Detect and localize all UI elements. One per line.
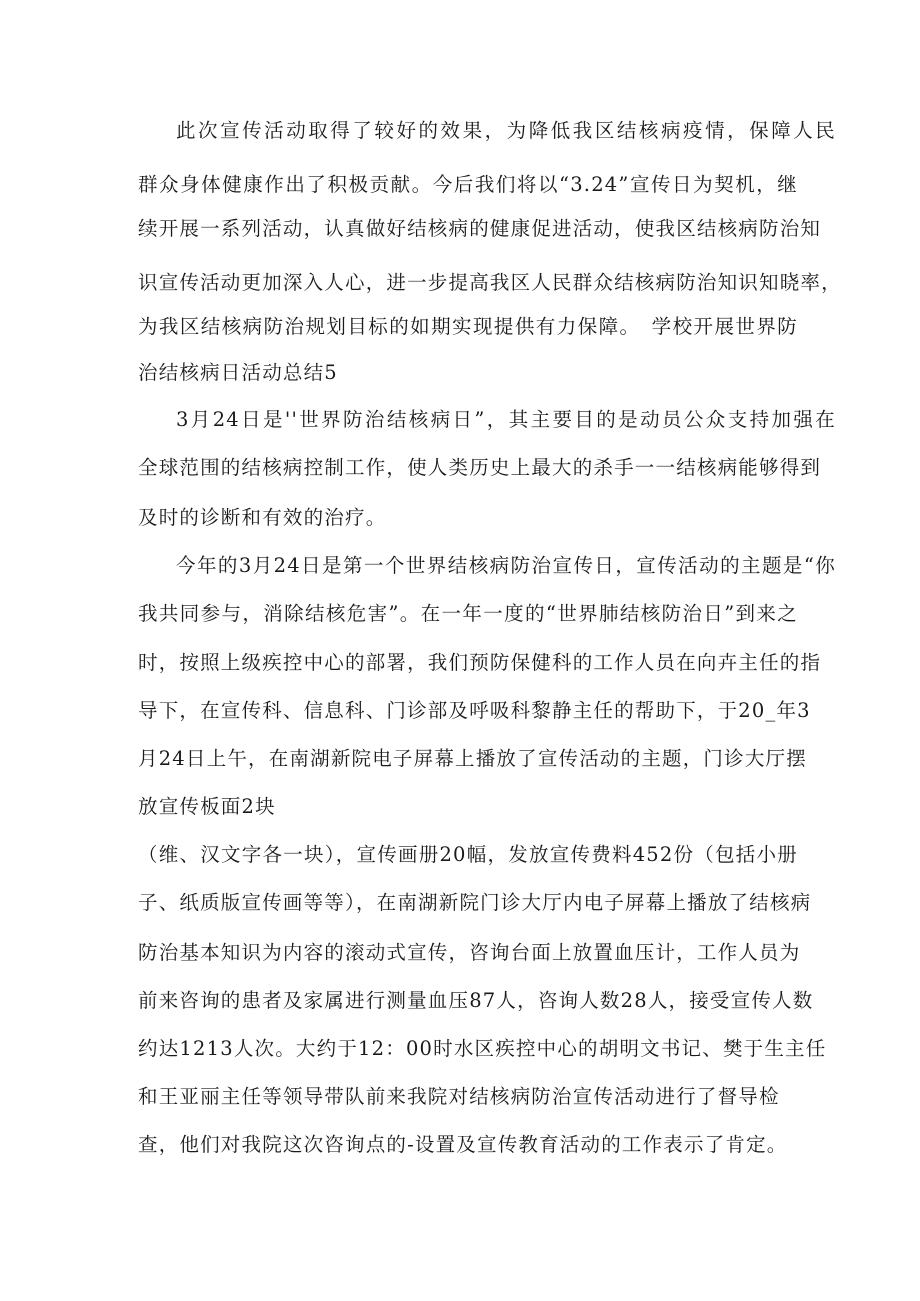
text-line: 导下，在宣传科、信息科、门诊部及呼吸科黎静主任的帮助下，于20_年3 bbox=[138, 699, 811, 722]
text-line: 识宣传活动更加深入人心，进一步提高我区人民群众结核病防治知识知晓率， bbox=[138, 271, 842, 294]
text-line: 前来咨询的患者及家属进行测量血压87人，咨询人数28人，接受宣传人数 bbox=[138, 989, 814, 1012]
text-line: 及时的诊断和有效的治疗。 bbox=[138, 506, 387, 529]
text-line: 今年的3月24日是第一个世界结核病防治宣传日，宣传活动的主题是“你 bbox=[176, 554, 836, 577]
text-line: 和王亚丽主任等领导带队前来我院对结核病防治宣传活动进行了督导检 bbox=[138, 1085, 780, 1108]
text-line: （维、汉文字各一块），宣传画册20幅，发放宣传费料452份（包括小册 bbox=[138, 843, 798, 866]
text-line: 3月24日是''世界防治结核病日”，其主要目的是动员公众支持加强在 bbox=[176, 408, 836, 431]
text-line: 时，按照上级疾控中心的部署，我们预防保健科的工作人员在向卉主任的指 bbox=[138, 651, 822, 674]
text-line: 我共同参与，消除结核危害”。在一年一度的“世界肺结核防治日”到来之 bbox=[138, 602, 798, 625]
text-line: 群众身体健康作出了积极贡献。今后我们将以“3.24”宣传日为契机，继 bbox=[138, 173, 798, 196]
text-line: 此次宣传活动取得了较好的效果，为降低我区结核病疫情，保障人民 bbox=[176, 119, 836, 142]
text-line: 放宣传板面2块 bbox=[138, 795, 276, 818]
text-line: 全球范围的结核病控制工作，使人类历史上最大的杀手一一结核病能够得到 bbox=[138, 456, 822, 479]
text-line: 月24日上午，在南湖新院电子屏幕上播放了宣传活动的主题，门诊大厅摆 bbox=[138, 747, 807, 770]
text-line: 治结核病日活动总结5 bbox=[138, 361, 338, 384]
text-line: 约达1213人次。大约于12：00时水区疾控中心的胡明文书记、樊于生主任 bbox=[138, 1037, 827, 1060]
text-line: 防治基本知识为内容的滚动式宣传，咨询台面上放置血压计，工作人员为 bbox=[138, 941, 801, 964]
text-line: 查，他们对我院这次咨询点的-设置及宣传教育活动的工作表示了肯定。 bbox=[138, 1133, 788, 1156]
text-line: 为我区结核病防治规划目标的如期实现提供有力保障。 学校开展世界防 bbox=[138, 315, 798, 338]
text-line: 续开展一系列活动，认真做好结核病的健康促进活动，使我区结核病防治知 bbox=[138, 217, 822, 240]
text-line: 子、纸质版宣传画等等），在南湖新院门诊大厅内电子屏幕上播放了结核病 bbox=[138, 891, 812, 914]
